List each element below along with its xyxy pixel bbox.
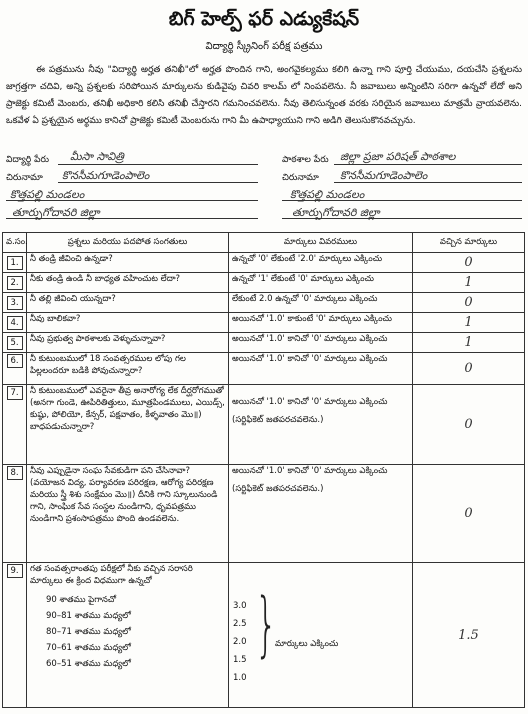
table-row <box>3 385 525 465</box>
certificate-note: (సర్టిఫికెట్ జతపరచవలెను.) <box>232 484 324 494</box>
table-row <box>3 563 525 708</box>
row-number: 9. <box>7 564 23 578</box>
row-number: 1. <box>7 256 23 270</box>
marks-info: అయినచో '1.0' కానిచో '0' మార్కులు ఎక్కించు <box>229 333 413 353</box>
scale-value: 3.0 <box>233 601 247 611</box>
question-text: గత సంవత్సరాంతపు పరీక్షలో నీకు వచ్చిన సరాసరి మార్కులు ఈ క్రింద విధముగా ఉన్నచో <box>30 564 193 586</box>
marks-info: అయినచో '1.0' కానిచో '0' మార్కులు ఎక్కించు <box>232 397 388 407</box>
student-address-value-3[interactable]: తూర్పుగోదావరి జిల్లా <box>12 206 100 219</box>
scale-value: 1.5 <box>233 655 247 665</box>
school-name-value[interactable]: జిల్లా ప్రజా పరిషత్ పాఠశాల <box>340 150 456 163</box>
marks-info: లేకుంటే 2.0 ఉన్నచో '0' మార్కులు ఎక్కించు <box>229 293 413 313</box>
question-text: నీ తల్లి జీవించి యున్నదా? <box>27 293 229 313</box>
scale-value: 2.0 <box>233 637 247 647</box>
school-address-label: చిరునామా <box>282 173 319 183</box>
table-header-row <box>3 233 525 253</box>
row-number: 2. <box>7 276 23 290</box>
scale-value: 1.0 <box>233 673 247 683</box>
student-address-label: చిరునామా <box>6 173 43 183</box>
question-text: నీవు ప్రభుత్వ పాఠశాలకు వెళ్ళుచున్నావా? <box>27 333 229 353</box>
student-name-label: విద్యార్థి పేరు <box>6 155 49 165</box>
table-row <box>3 333 525 353</box>
grade-ranges-list <box>46 592 225 672</box>
marks-info: అయినచో '1.0' కాకుంటే '0' మార్కులు ఎక్కించు <box>229 313 413 333</box>
student-name-value[interactable]: మీసా సావిత్రి <box>70 150 124 163</box>
question-text: నీవు ఎప్పుడైనా సంఘ సేవకుడిగా పని చేసినావా? (వయోజన విద్య, పర్యావరణ పరిరక్షణ, ఆరోగ్య పరిరక్షణ మరియు స్త్రీ శిశు సంక్షేమం మొ॥) దీనికి గాని స్కూలునుండి గాని, సాంఘిక సేవ సంస్థల నుండిగాని, ధృవపత్రము నుండిగాని ప్రశంసాపత్రము పొంది ఉండవలెను. <box>27 465 229 563</box>
col-header-awarded: వచ్చిన మార్కులు <box>413 233 525 253</box>
row-number: 6. <box>7 354 23 368</box>
marks-info: ఉన్నచో '1' లేకుంటే '0' మార్కులు ఎక్కించు <box>229 273 413 293</box>
question-text: నీ తండ్రి జీవించి ఉన్నడా? <box>27 253 229 273</box>
school-name-label: పాఠశాల పేరు <box>282 155 329 165</box>
school-address-value-1[interactable]: కొనసీమగూడెంపాలెం <box>340 169 428 182</box>
row-number: 5. <box>7 336 23 350</box>
scale-value: 2.5 <box>233 619 247 629</box>
table-row <box>3 353 525 385</box>
table-row <box>3 293 525 313</box>
grade-range: 60–51 శాతము మధ్యలో <box>46 659 131 669</box>
school-address-value-2[interactable]: కొత్తపల్లి మండలం <box>290 188 365 201</box>
awarded-marks[interactable]: 0 <box>413 385 525 465</box>
row-number: 7. <box>7 386 23 400</box>
col-header-marks-info: మార్కులు వివరములు <box>229 233 413 253</box>
row-number: 8. <box>7 466 23 480</box>
grade-range: 70–61 శాతము మధ్యలో <box>46 643 131 653</box>
marks-info: ఉన్నచో '0' లేకుంటే '2.0' మార్కులు ఎక్కించు <box>229 253 413 273</box>
certificate-note: (సర్టిఫికెట్ జతపరచవలెను.) <box>232 415 324 425</box>
grade-range: 90 శాతము పైగానచో <box>46 595 116 605</box>
table-row <box>3 313 525 333</box>
grade-range: 80–71 శాతము మధ్యలో <box>46 627 131 637</box>
row-number: 4. <box>7 316 23 330</box>
table-row <box>3 253 525 273</box>
awarded-marks[interactable]: 1 <box>413 333 525 353</box>
row-number: 3. <box>7 296 23 310</box>
question-text: నీ కుటుంబములో ఎవరైనా తీవ్ర అనారోగ్య లేక దీర్ఘరోగముతో (అనగా గుండె, ఊపిరితిత్తులు, మూత్రపిండములు, ఎయిడ్స్, కుష్ఠు, పోలియో, కేన్సర్, పక్షవాతం, కీళ్ళవాతం మొ॥) బాధపడుచున్నారా? <box>27 385 229 465</box>
marks-info: అయినచో '1.0' కానిచో '0' మార్కులు ఎక్కించు <box>232 466 388 476</box>
form-title: బిగ్ హెల్ప్ ఫర్ ఎడ్యుకేషన్ <box>168 8 360 30</box>
brace-icon: } <box>255 583 278 665</box>
table-row <box>3 465 525 563</box>
question-text: నీ కుటుంబములో 18 సంవత్సరముల లోపు గల పిల్లలందరూ బడికి పోవుచున్నారా? <box>27 353 229 385</box>
instructions-paragraph: ఈ పత్రమును నీవు "విద్యార్థి అర్హత తనిఖీ"లో అర్హత పొందిన గాని, అంగవైకల్యము కలిగి ఉన్నా గాని పూర్తి చేయుము, దయచేసి ప్రశ్నలను జాగ్రత్తగా చదివి, అన్ని ప్రశ్నలకు సరిపోయిన మార్కులను కుడివైపు చివరి కాలమ్ లో నింపవలెను. నీ జవాబులు అన్నింటిని సరిగా ఉన్నవో లేదో అని ప్రాజెక్టు కమిటీ మెంబరు, తనిఖీ అధికారి కలిసి తనిఖీ చేస్తారని గమనించవలెను. నీవు తెలిసున్నంత వరకు సరియైన జవాబులు మాత్రమే వ్రాయవలెను. ఒకవేళ ఏ ప్రశ్నయైన అర్థము కానిచో ప్రాజెక్టు కమిటీ మెంబరును గాని మీ ఉపాధ్యాయుని గాని అడిగి తెలుసుకొనవచ్చును. <box>6 65 522 126</box>
awarded-marks[interactable]: 0 <box>413 253 525 273</box>
marks-label: మార్కులు ఎక్కించు <box>275 639 339 649</box>
question-text: నీకు తండ్రి ఉండి నీ బాధ్యత వహించుట లేదా? <box>27 273 229 293</box>
awarded-marks[interactable]: 0 <box>413 353 525 385</box>
awarded-marks[interactable]: 0 <box>413 293 525 313</box>
table-row <box>3 273 525 293</box>
student-address-value-1[interactable]: కొనసీమగూడెంపాలెం <box>62 169 150 182</box>
awarded-marks[interactable]: 1 <box>413 273 525 293</box>
screening-table <box>2 232 525 708</box>
col-header-number: వ.సం. <box>3 233 27 253</box>
marks-info: అయినచో '1.0' కానిచో '0' మార్కులు ఎక్కించు <box>229 353 413 385</box>
form-subtitle: విద్యార్థి స్క్రీనింగ్ పరీక్ష పత్రము <box>205 41 323 52</box>
awarded-marks[interactable]: 0 <box>413 465 525 563</box>
school-address-value-3[interactable]: తూర్పుగోదావరి జిల్లా <box>292 206 380 219</box>
awarded-marks[interactable]: 1 <box>413 313 525 333</box>
col-header-question: ప్రశ్నలు మరియు పదపోత సంగతులు <box>27 233 229 253</box>
marks-scale-list <box>233 597 247 687</box>
grade-range: 90–81 శాతము మధ్యలో <box>46 611 131 621</box>
student-address-value-2[interactable]: కొత్తపల్లి మండలం <box>10 188 85 201</box>
awarded-marks[interactable]: 1.5 <box>413 563 525 708</box>
question-text: నీవు బాలికవా? <box>27 313 229 333</box>
